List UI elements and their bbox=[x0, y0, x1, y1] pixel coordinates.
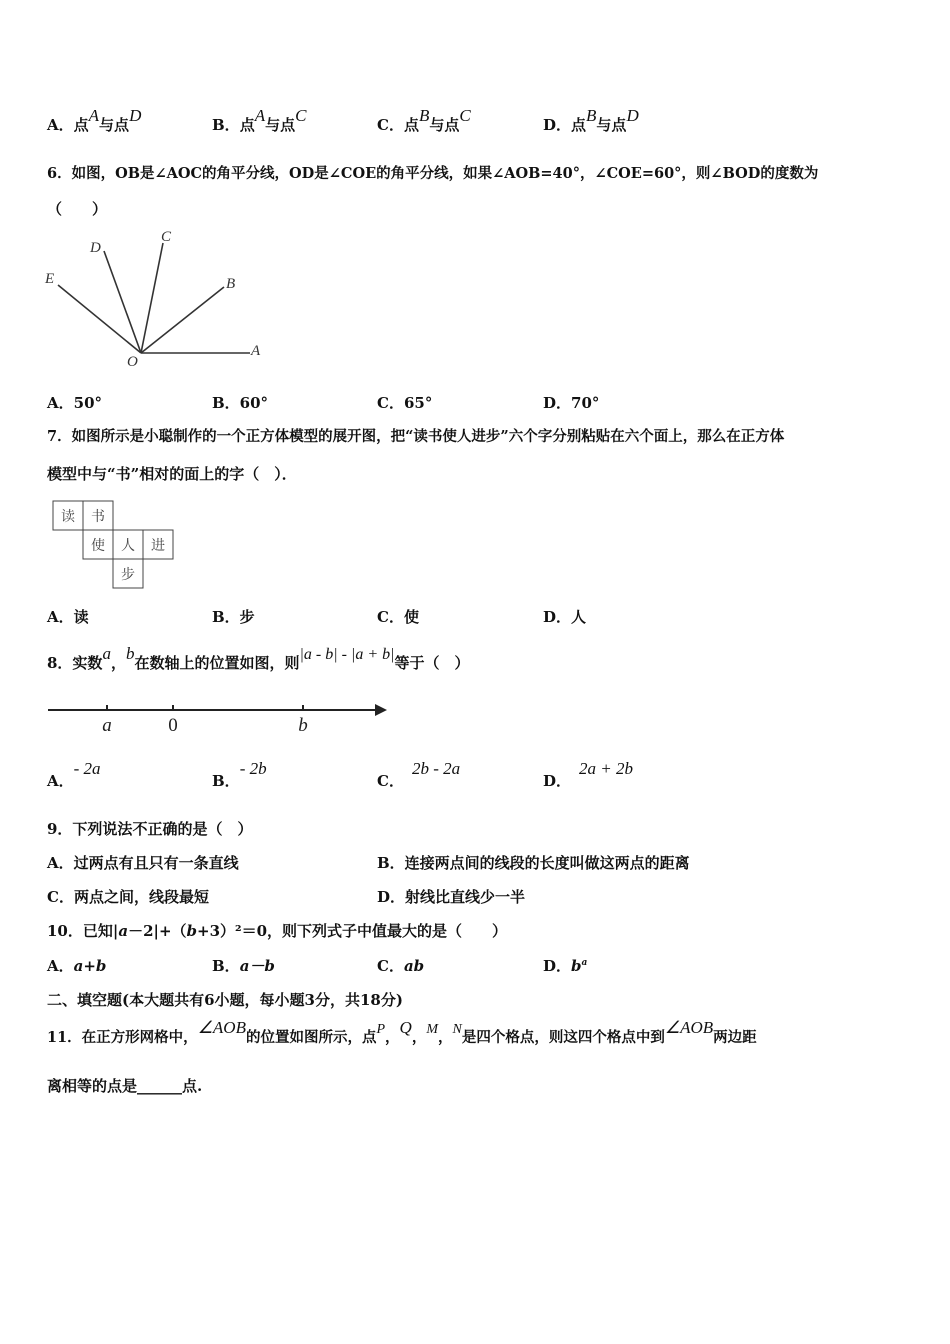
q7-cube-net bbox=[52, 500, 177, 592]
q9-option-d: D．射线比直线少一半 bbox=[377, 888, 526, 906]
ray-ob bbox=[141, 287, 224, 353]
label-d: D bbox=[90, 240, 101, 256]
q10-stem: 10．已知|a－2|+（b+3）²＝0，则下列式子中值最大的是（ ） bbox=[47, 922, 508, 940]
q8-option-d: D．2a + 2b bbox=[543, 759, 633, 790]
label-c: C bbox=[161, 229, 172, 245]
cell-jin: 进 bbox=[151, 539, 165, 554]
q10-option-c: C．ab bbox=[377, 957, 425, 975]
cell-shi: 使 bbox=[91, 539, 105, 554]
q8-option-c: C．2b - 2a bbox=[377, 759, 461, 790]
q10-option-d: D．$b^a$ bbox=[543, 957, 588, 975]
q6-angle-figure bbox=[40, 225, 270, 370]
q11-stem: 11．在正方形网格中，∠AOB的位置如图所示，点P，Q，M，N是四个格点，则这四个格点中到∠AOB两边距 bbox=[47, 1018, 757, 1046]
q9-option-b: B．连接两点间的线段的长度叫做这两点的距离 bbox=[377, 854, 690, 872]
q8-option-a: A．- 2a bbox=[47, 759, 101, 790]
q9-stem: 9．下列说法不正确的是（ ） bbox=[47, 820, 253, 838]
q8-stem: 8．实数a，b在数轴上的位置如图，则|a - b| - |a + b|等于（ ） bbox=[47, 644, 470, 672]
q5-option-d: D．点B与点D bbox=[543, 106, 639, 134]
q5-option-a: A．点A与点D bbox=[47, 106, 142, 134]
q10-option-b: B．a－b bbox=[212, 957, 275, 975]
q7-stem-line2: 模型中与“书”相对的面上的字（ ）． bbox=[47, 465, 297, 483]
q11-stem-line2: 离相等的点是______点. bbox=[47, 1077, 203, 1095]
q6-option-c: C．65° bbox=[377, 394, 433, 412]
q10-option-a: A．a+b bbox=[47, 957, 107, 975]
cell-bu: 步 bbox=[121, 568, 135, 583]
q7-option-a: A．读 bbox=[47, 608, 89, 626]
q9-option-c: C．两点之间，线段最短 bbox=[47, 888, 209, 906]
axis-b: b bbox=[298, 715, 308, 736]
cell-du: 读 bbox=[61, 510, 75, 525]
axis-a: a bbox=[102, 715, 112, 736]
q5-option-c: C．点B与点C bbox=[377, 106, 471, 134]
ray-oc bbox=[141, 243, 163, 353]
axis-zero: 0 bbox=[168, 715, 178, 736]
label-b: B bbox=[226, 276, 236, 292]
section2-title: 二、填空题(本大题共有6小题，每小题3分，共18分) bbox=[47, 991, 403, 1009]
q6-option-d: D．70° bbox=[543, 394, 600, 412]
q9-option-a: A．过两点有且只有一条直线 bbox=[47, 854, 239, 872]
q6-stem: 6．如图，OB是∠AOC的角平分线，OD是∠COE的角平分线，如果∠AOB=40°，∠COE=60°，则∠BOD的度数为 bbox=[47, 165, 819, 182]
q5-option-b: B．点A与点C bbox=[212, 106, 307, 134]
q7-stem-line1: 7．如图所示是小聪制作的一个正方体模型的展开图，把“读书使人进步”六个字分别粘贴在六个面上，那么在正方体 bbox=[47, 428, 785, 445]
q7-option-d: D．人 bbox=[543, 608, 587, 626]
q6-option-a: A．50° bbox=[47, 394, 103, 412]
q6-paren: （ ） bbox=[47, 200, 108, 218]
q8-option-b: B．- 2b bbox=[212, 759, 267, 790]
q6-option-b: B．60° bbox=[212, 394, 269, 412]
cell-shu: 书 bbox=[91, 510, 105, 525]
q8-number-line bbox=[45, 695, 390, 740]
q7-option-c: C．使 bbox=[377, 608, 419, 626]
label-e: E bbox=[45, 271, 55, 287]
cell-ren: 人 bbox=[121, 539, 135, 554]
label-o: O bbox=[127, 354, 138, 370]
q7-option-b: B．步 bbox=[212, 608, 255, 626]
label-a: A bbox=[251, 343, 261, 359]
